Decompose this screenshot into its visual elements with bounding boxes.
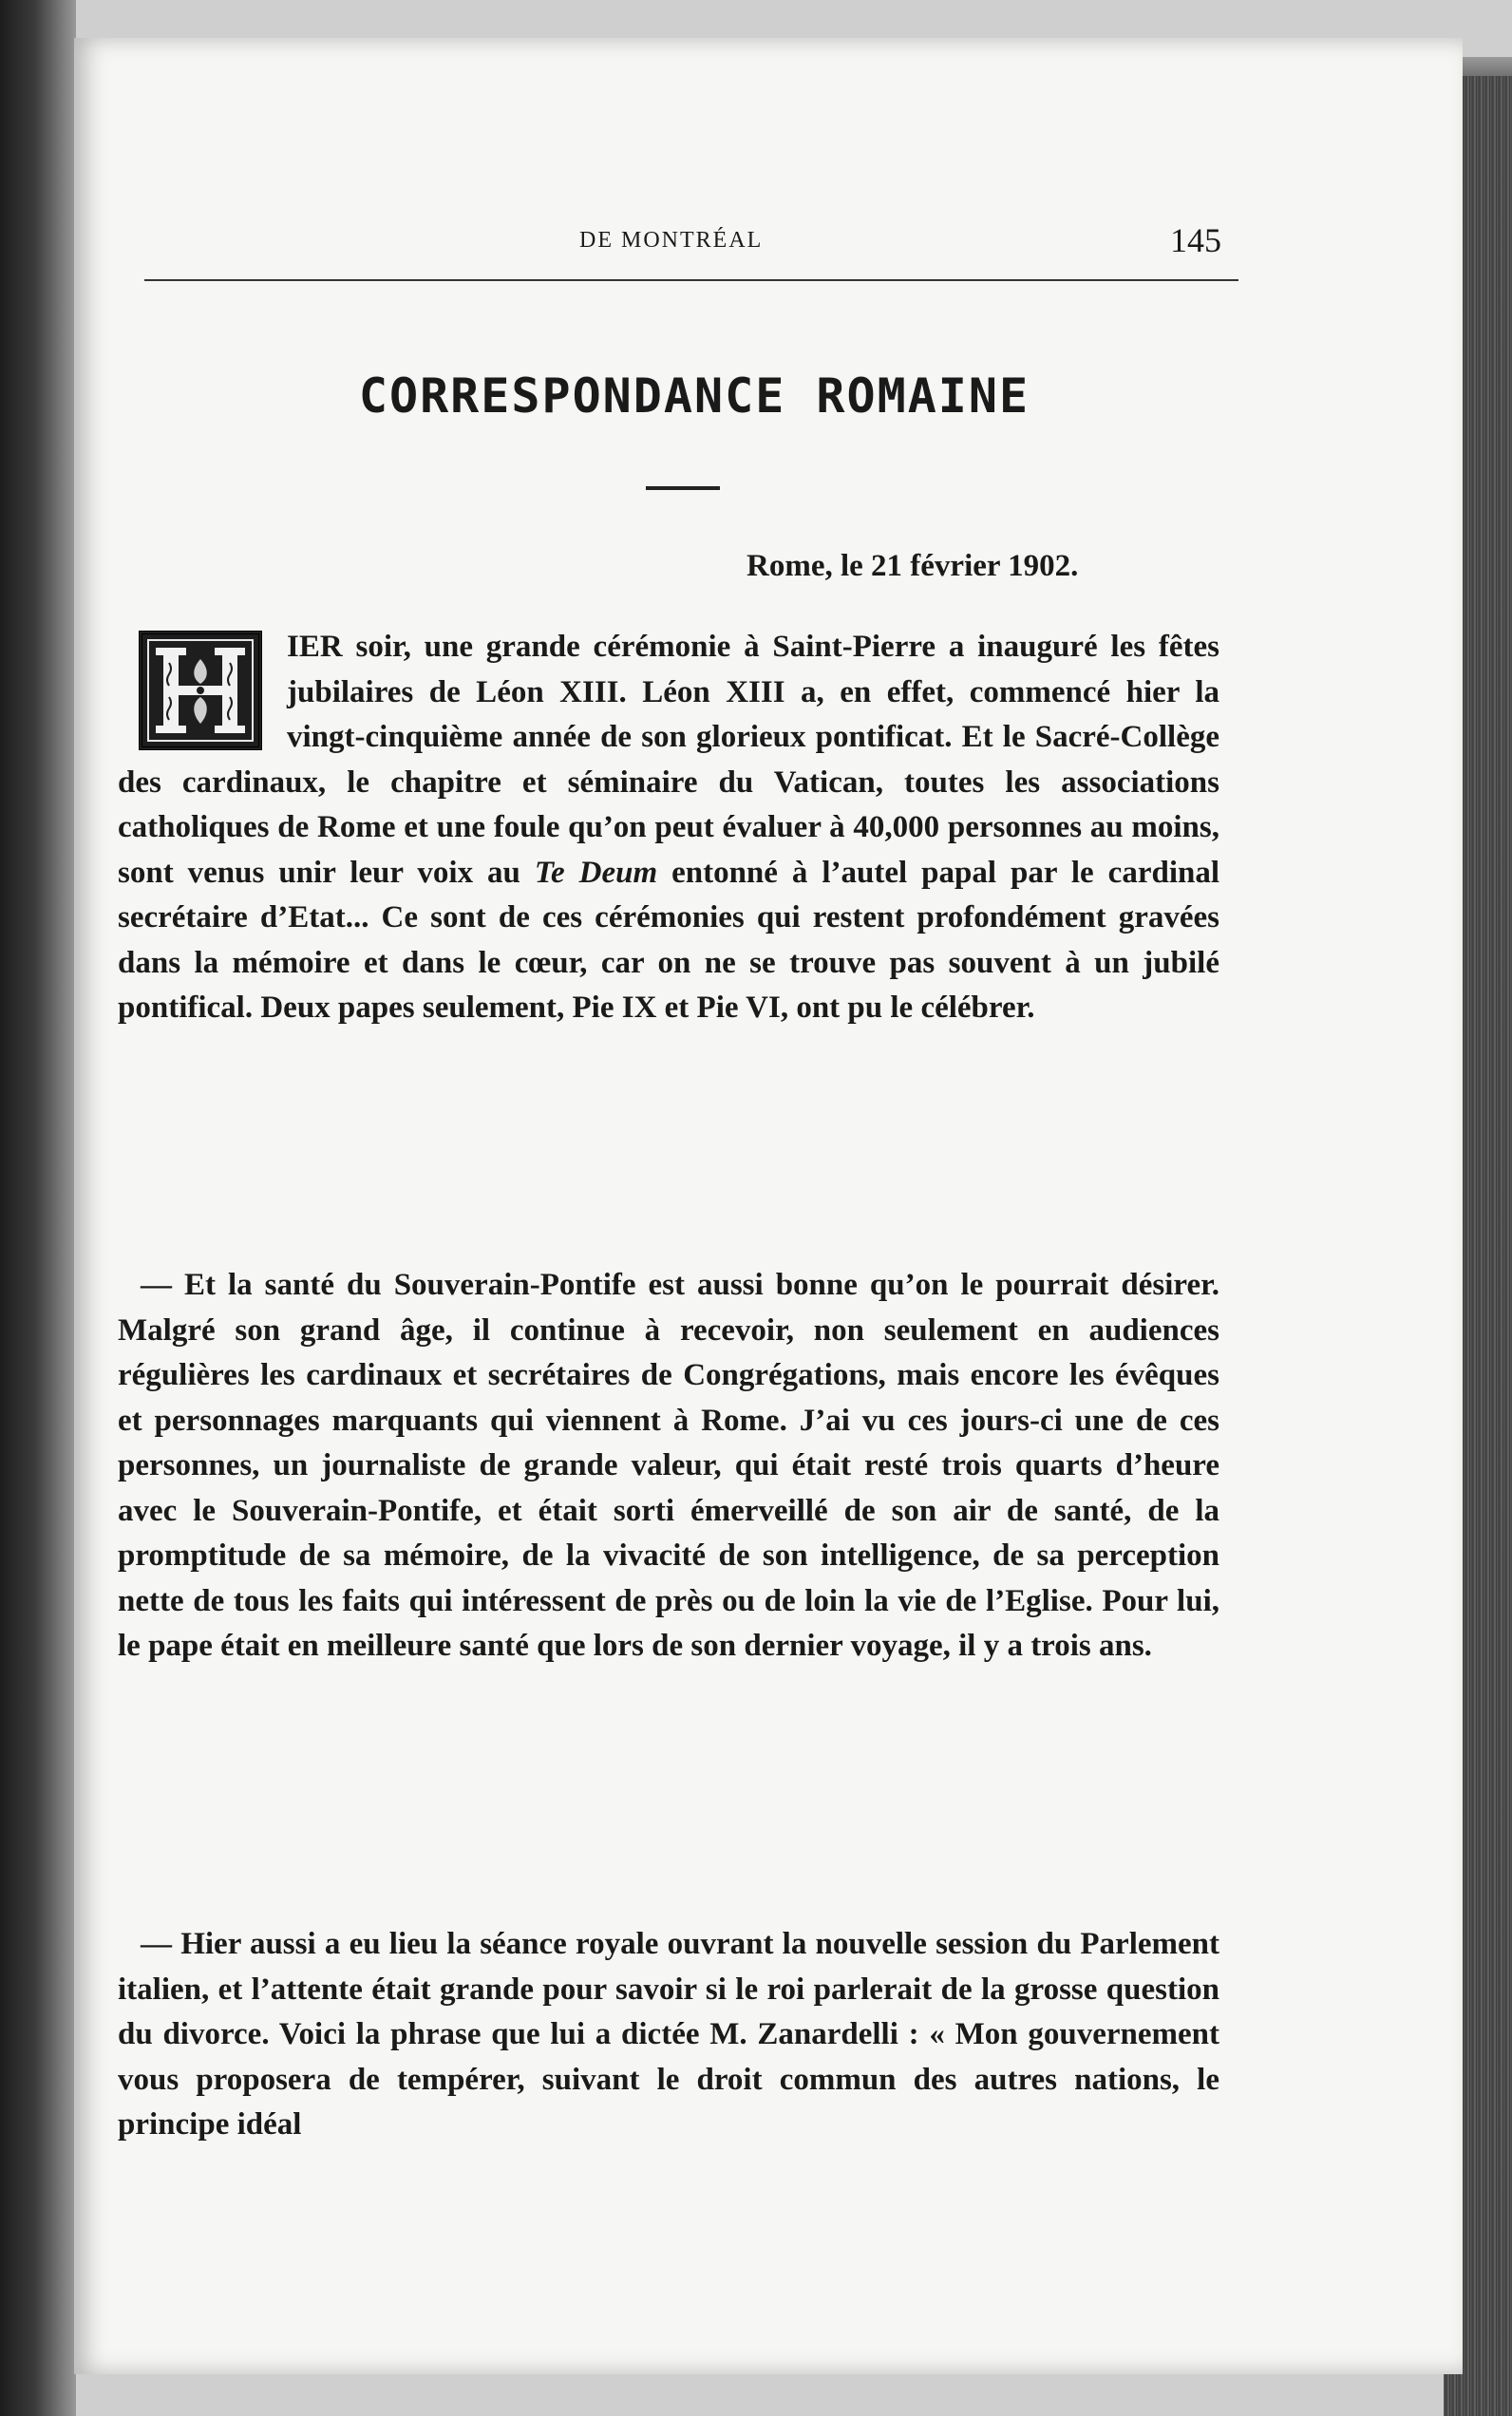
article-title: CORRESPONDANCE ROMAINE: [358, 368, 1030, 424]
paragraph-1: [118, 625, 1219, 1031]
paragraph-1-lead: IER soir, une grande cérémonie à Saint-Pierre a inauguré les fêtes jubilaires de Léon XIII. Léon XIII a, en effet, commencé hier la vingt-cinquième année de son glorieux pontificat. Et le Sacré-Collège des cardinaux, le chapitre et séminaire du Vatican, toutes les associations catholiques de Rome et une foule qu’on peut évaluer à 40,000 personnes au moins, sont venus unir leur voix au: [118, 630, 1219, 890]
book-gutter-shadow: [0, 0, 76, 2416]
te-deum-italic: Te Deum: [534, 855, 658, 890]
paragraph-2: — Et la santé du Souverain-Pontife est aussi bonne qu’on le pourrait désirer. Malgré son grand âge, il continue à recevoir, non seulement en audiences régulières les cardinaux et secrétaires de Congrégations, mais encore les évêques et personnages marquants qui viennent à Rome. J’ai vu ces jours-ci une de ces personnes, un journaliste de grande valeur, qui était resté trois quarts d’heure avec le Souverain-Pontife, et était sorti émerveillé de son air de santé, de la promptitude de sa mémoire, de la vivacité de son intelligence, de sa perception nette de tous les faits qui intéressent de près ou de loin la vie de l’Eglise. Pour lui, le pape était en meilleure santé que lors de son dernier voyage, il y a trois ans.: [118, 1268, 1219, 1663]
page-number: 145: [1170, 221, 1221, 259]
running-head: DE MONTRÉAL: [579, 228, 764, 253]
dateline: Rome, le 21 février 1902.: [747, 549, 1079, 583]
ornamental-dropcap: [139, 631, 262, 750]
paragraph-1-rest: entonné à l’autel papal par le cardinal secrétaire d’Etat... Ce sont de ces cérémonies qui restent profondément gravées dans la mémoire et dans le cœur, car on ne se trouve pas souvent à un jubilé pontifical. Deux papes seulement, Pie IX et Pie VI, ont pu le célébrer.: [118, 855, 1220, 1025]
paragraph-3: — Hier aussi a eu lieu la séance royale ouvrant la nouvelle session du Parlement italien, et l’attente était grande pour savoir si le roi parlerait de la grosse question du divorce. Voici la phrase que lui a dictée M. Zanardelli : « Mon gouvernement vous proposera de tempérer, suivant le droit commun des autres nations, le principe idéal: [118, 1927, 1219, 2142]
dropcap-letter: [142, 634, 258, 746]
title-rule: [646, 486, 720, 490]
header-rule: [144, 279, 1238, 281]
